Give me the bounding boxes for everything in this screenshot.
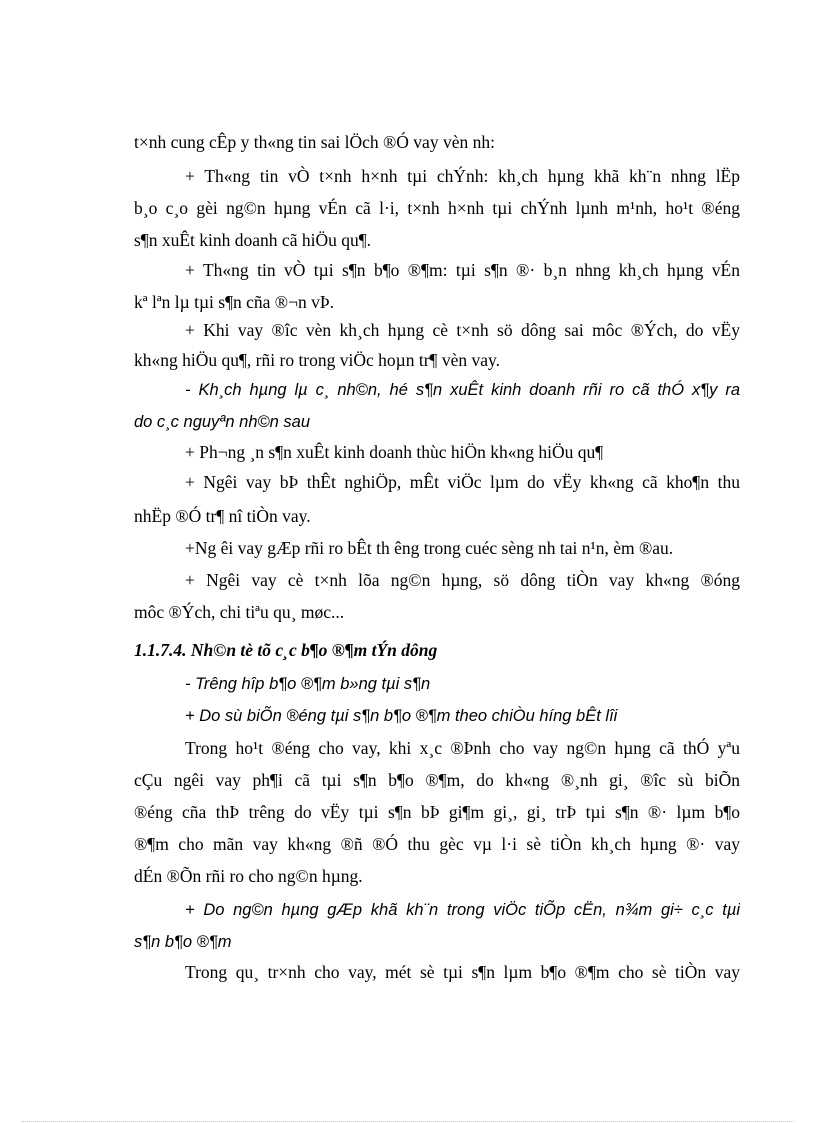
- text-line: Trong ho¹t ®éng cho vay, khi x¸c ®Þnh cho vay ng©n hµng cã thÓ yªu: [185, 738, 740, 758]
- text-line: Trong qu¸ tr×nh cho vay, mét sè tµi s¶n lµm b¶o ®¶m cho sè tiÒn vay: [185, 962, 740, 982]
- text-line: + Do ng©n hµng gÆp khã kh¨n trong viÖc tiÕp cËn, n¾m gi÷ c¸c tµi: [185, 901, 740, 919]
- text-line: + Th«ng tin vÒ t×nh h×nh tµi chÝnh: kh¸ch hµng khã kh¨n nhng lËp: [185, 166, 740, 186]
- text-line: do c¸c nguyªn nh©n sau: [134, 413, 311, 431]
- text-line: môc ®Ých, chi tiªu qu¸ møc...: [134, 602, 345, 622]
- text-line: nhËp ®Ó tr¶ nî tiÒn vay.: [134, 506, 311, 526]
- text-line: kª lªn lµ tµi s¶n cña ®¬n vÞ.: [134, 292, 334, 312]
- text-line: + Ngêi vay bÞ thÊt nghiÖp, mÊt viÖc lµm do vËy kh«ng cã kho¶n thu: [185, 472, 740, 492]
- text-line: + Do sù biÕn ®éng tµi s¶n b¶o ®¶m theo chiÒu híng bÊt lîi: [185, 707, 618, 725]
- text-line: cÇu ngêi vay ph¶i cã tµi s¶n b¶o ®¶m, do kh«ng ®¸nh gi¸ ®îc sù biÕn: [134, 770, 740, 790]
- text-line: s¶n b¶o ®¶m: [134, 933, 232, 951]
- text-line: kh«ng hiÖu qu¶, rñi ro trong viÖc hoµn tr¶ vèn vay.: [134, 350, 501, 370]
- page-bottom-rule: [22, 1121, 794, 1122]
- text-line: t×nh cung cÊp y th«ng tin sai lÖch ®Ó vay vèn nh:: [134, 132, 495, 152]
- text-line: b¸o c¸o gèi ng©n hµng vÉn cã l·i, t×nh h×nh tµi chÝnh lµnh m¹nh, ho¹t ®éng: [134, 198, 740, 218]
- text-line: +Ng êi vay gÆp rñi ro bÊt th êng trong cuéc sèng nh tai n¹n, èm ®au.: [185, 538, 674, 558]
- text-line: + Th«ng tin vÒ tµi s¶n b¶o ®¶m: tµi s¶n ®· b¸n nhng kh¸ch hµng vÉn: [185, 260, 740, 280]
- text-line: - Trêng hîp b¶o ®¶m b»ng tµi s¶n: [185, 675, 431, 693]
- text-line: + Khi vay ®îc vèn kh¸ch hµng cè t×nh sö dông sai môc ®Ých, do vËy: [185, 320, 740, 340]
- section-heading: 1.1.7.4. Nh©n tè tõ c¸c b¶o ®¶m tÝn dông: [134, 640, 438, 660]
- text-line: ®éng cña thÞ trêng do vËy tµi s¶n bÞ gi¶m gi¸, gi¸ trÞ tµi s¶n ®· lµm b¶o: [134, 802, 740, 822]
- text-line: + Ph¬ng ¸n s¶n xuÊt kinh doanh thùc hiÖn kh«ng hiÖu qu¶: [185, 442, 604, 462]
- text-line: dÉn ®Õn rñi ro cho ng©n hµng.: [134, 866, 363, 886]
- text-line: - Kh¸ch hµng lµ c¸ nh©n, hé s¶n xuÊt kinh doanh rñi ro cã thÓ x¶y ra: [185, 381, 740, 399]
- text-line: + Ngêi vay cè t×nh lõa ng©n hµng, sö dông tiÒn vay kh«ng ®óng: [185, 570, 740, 590]
- text-line: s¶n xuÊt kinh doanh cã hiÖu qu¶.: [134, 230, 372, 250]
- text-line: ®¶m cho mãn vay kh«ng ®ñ ®Ó thu gèc vµ l·i sè tiÒn kh¸ch hµng ®· vay: [134, 834, 740, 854]
